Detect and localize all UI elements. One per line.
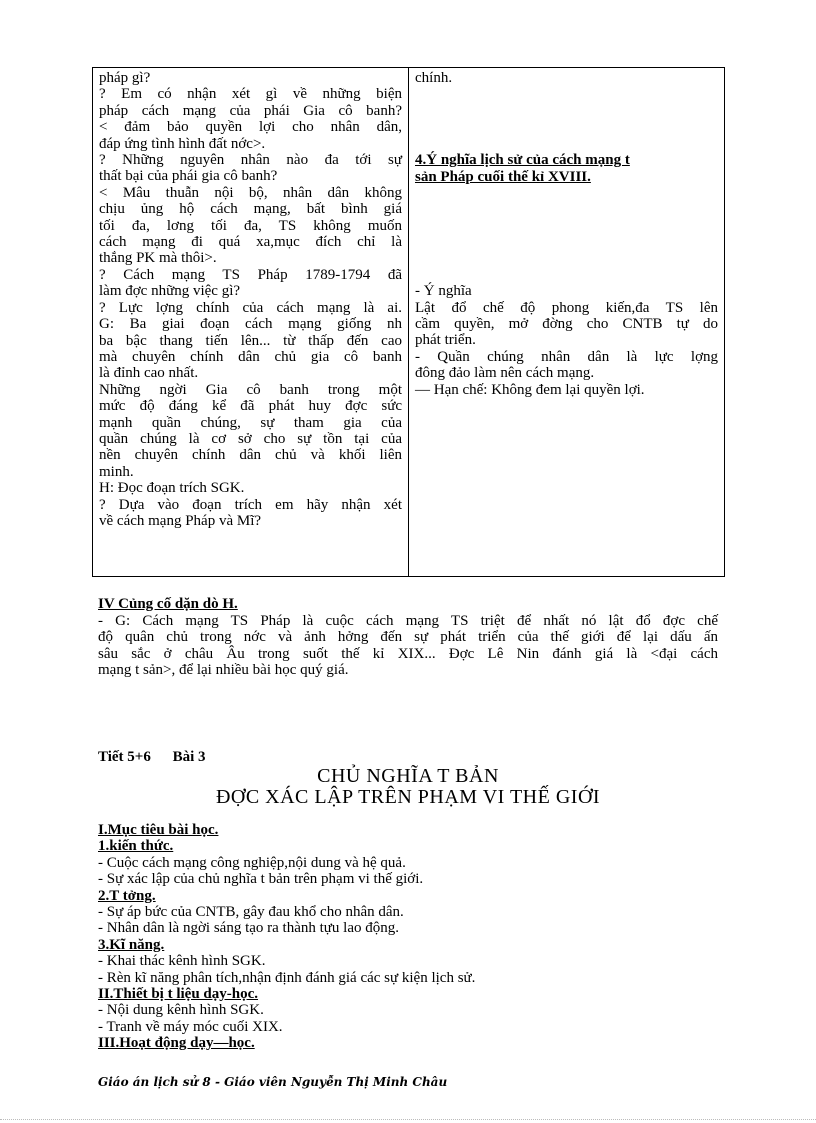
right-line: - Quần chúng nhân dân là lực lợng: [415, 348, 718, 365]
right-line: Lật đổ chế độ phong kiến,đa TS lên: [415, 299, 718, 316]
list-item: - Khai thác kênh hình SGK.: [98, 953, 266, 970]
left-line: < đảm bảo quyền lợi cho nhân dân,: [99, 119, 402, 136]
left-line: H: Đọc đoạn trích SGK.: [99, 480, 245, 497]
table-left-column: [93, 68, 409, 576]
right-line: cầm quyền, mở đờng cho CNTB tự do: [415, 316, 718, 333]
knowledge-heading: 1.kiến thức.: [98, 838, 174, 855]
page-footer: Giáo án lịch sử 8 - Giáo viên Nguyễn Thị Minh Châu: [98, 1075, 448, 1089]
equipment-heading: II.Thiết bị t liệu dạy-học.: [98, 986, 259, 1003]
consolidation-line: mạng t sản>, để lại nhiều bài học quý giá.: [98, 662, 349, 679]
right-line: đông đảo làm nên cách mạng.: [415, 365, 595, 382]
consolidation-heading: IV Củng cố dặn dò H.: [98, 596, 238, 612]
left-line: ? Những nguyên nhân nào đa tới sự: [99, 152, 402, 169]
activities-heading: III.Hoạt động dạy—học.: [98, 1035, 255, 1052]
left-line: mạnh quần chúng, sự tham gia của: [99, 414, 402, 431]
right-line: chính.: [415, 70, 453, 86]
left-line: quần chúng là cơ sở cho sự tồn tại của: [99, 430, 402, 447]
list-item: - Sự xác lập của chủ nghĩa t bản trên phạm vi thế giới.: [98, 871, 424, 888]
left-line: cách mạng đi quá xa,mục đích chỉ là: [99, 234, 402, 251]
left-line: pháp cách mạng của phái Gia cô banh?: [99, 102, 402, 119]
consolidation-body: [98, 613, 718, 679]
left-line: ? Dựa vào đoạn trích em hãy nhận xét: [99, 496, 402, 513]
lesson-title-line1: CHỦ NGHĨA T BẢN: [317, 765, 499, 787]
left-line: nền chuyên chính dân chủ và khối liên: [99, 447, 402, 464]
consolidation-line: - G: Cách mạng TS Pháp là cuộc cách mạng TS triệt để nhất nó lật đổ đợc chế: [98, 613, 718, 629]
left-line: ba bậc thang tiến lên... từ thấp đến cao: [99, 332, 402, 349]
thought-heading: 2.T tởng.: [98, 887, 156, 904]
footer-divider: [0, 1119, 816, 1120]
list-item: - Nội dung kênh hình SGK.: [98, 1002, 264, 1019]
left-line: mà chuyên chính dân chủ gia cô banh: [99, 348, 402, 365]
consolidation-line: độ quân chủ trong nớc và ảnh hởng đến sự phát triển của thế giới để lại dấu ấn: [98, 629, 718, 646]
left-line: ? Em có nhận xét gì về những biện: [99, 86, 402, 103]
left-line: làm đợc những việc gì?: [99, 283, 241, 300]
left-line: chịu ủng hộ cách mạng, bất bình giá: [99, 201, 402, 218]
lesson-table: [92, 67, 725, 577]
objectives-heading: I.Mục tiêu bài học.: [98, 822, 219, 838]
left-line: là đỉnh cao nhất.: [99, 365, 199, 382]
lesson-title-line2: ĐỢC XÁC LẬP TRÊN PHẠM VI THẾ GIỚI: [215, 786, 601, 808]
right-line: phát triển.: [415, 332, 476, 349]
left-line: Những ngời Gia cô banh trong một: [99, 381, 402, 398]
consolidation-line: sâu sắc ở châu Âu trong suốt thế kỉ XIX... Đợc Lê Nin đánh giá là <đại cách: [98, 645, 718, 662]
list-item: - Cuộc cách mạng công nghiệp,nội dung và hệ quả.: [98, 854, 406, 871]
section-heading-significance-cont: sản Pháp cuối thế kỉ XVIII.: [415, 168, 591, 185]
left-line: minh.: [99, 463, 134, 480]
left-line: tối đa, lơng tối đa, TS không muốn: [99, 217, 402, 234]
lesson-number: Bài 3: [172, 749, 206, 765]
list-item: - Rèn kĩ năng phân tích,nhận định đánh giá các sự kiện lịch sử.: [98, 969, 476, 986]
list-item: - Nhân dân là ngời sáng tạo ra thành tựu lao động.: [98, 920, 399, 937]
left-line: đáp ứng tình hình đất nớc>.: [99, 135, 266, 152]
skill-heading: 3.Kĩ năng.: [98, 936, 165, 953]
lesson-header: [98, 749, 224, 765]
left-line: mức độ đáng kể đã phát huy đợc sức: [99, 398, 402, 415]
right-line: - Ý nghĩa: [415, 283, 472, 300]
left-line: ? Lực lợng chính của cách mạng là ai.: [99, 299, 402, 316]
table-right-column: [409, 68, 724, 576]
objectives-section: [98, 822, 718, 1052]
period-label: Tiết 5+6: [98, 749, 151, 765]
left-line: thất bại của phái gia cô banh?: [99, 168, 278, 185]
right-line: — Hạn chế: Không đem lại quyền lợi.: [415, 381, 645, 398]
left-line: về cách mạng Pháp và Mĩ?: [99, 512, 262, 529]
list-item: - Sự áp bức của CNTB, gây đau khổ cho nhân dân.: [98, 904, 404, 921]
left-line: pháp gì?: [99, 70, 151, 86]
left-line: < Mâu thuẫn nội bộ, nhân dân không: [99, 184, 402, 201]
section-heading-significance: 4.Ý nghĩa lịch sử của cách mạng t: [415, 152, 630, 169]
left-line: G: Ba giai đoạn cách mạng giống nh: [99, 316, 402, 333]
list-item: - Tranh về máy móc cuối XIX.: [98, 1018, 283, 1035]
left-line: thắng PK mà thôi>.: [99, 250, 217, 267]
left-line: ? Cách mạng TS Pháp 1789-1794 đã: [99, 266, 402, 283]
